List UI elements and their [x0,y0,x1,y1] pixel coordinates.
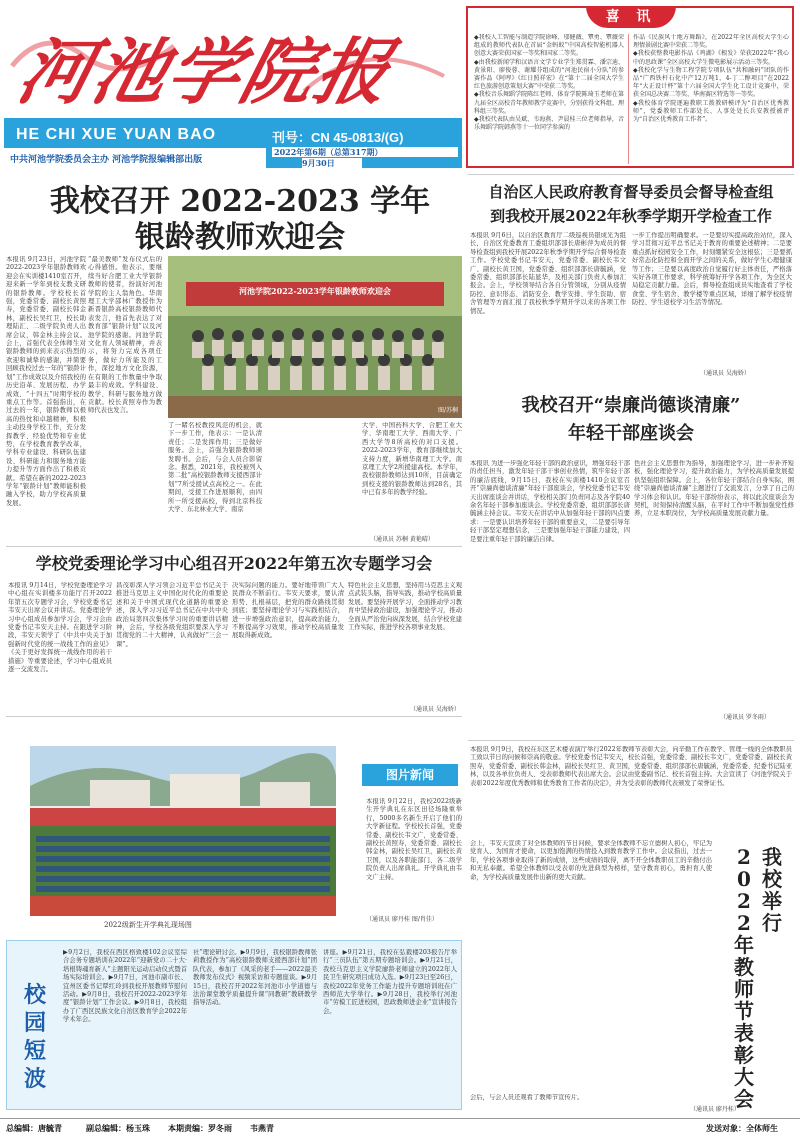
article5-headline-char: 2 [737,889,751,913]
footer-bar [0,1118,800,1138]
article3-signature: （通讯员 罗冬雨） [720,714,770,721]
article5-headline-char: 彰 [734,1043,754,1067]
article5-headline-char: 节 [734,999,754,1023]
news-flash-label: 喜 讯 [586,6,676,28]
article1-headline-line1: 我校召开 2022-2023 学年 [49,184,431,219]
divider [468,174,794,175]
article2-headline [470,180,792,228]
cn-number: 刊号：CN 45-0813/(G) [272,130,404,145]
photo-credit: 图/苏桐 [437,407,458,414]
article1-col3b [266,422,360,532]
footer-editor: 本期责编：罗冬雨 [168,1123,232,1133]
article3-headline-line2: 年轻干部座谈会 [568,423,694,444]
article4-col2: 昌茂彰深入学习领会习近平总书记关于推进马克思主义中国化时代化的重要论述和关于中国式现代化道路的重要论述，深入学习习近平总书记在中共中央政治局第四次集体学习时的重要讲话精神，会后，学校各级党组织要深入学习贯彻党的二十大精神，认真做好“三会一课”。 [116,582,228,648]
news-flash-item: 作品《民族风十地方舞蹈》，在2022年全区高校大学生心理情景剧比赛中荣获二等奖。 [633,34,789,50]
article5-headline-char: 举 [762,889,782,913]
article2-headline-line2: 到我校开展2022年秋季学期开学检查工作 [490,207,772,225]
article1-headline [30,184,450,256]
news-flash-item: ◆我校音乐舞蹈学院陈红老师、体育学院陈琦玉老师在第九届全区高校青年教师教学竞赛中，分别获得文科组、理科组三等奖。 [474,91,624,115]
article2-col1: 本报讯 9月6日，以自治区教育厅二级巡视员银成光为组长，自治区党委教育工委组织部部长唐彬萍为成员的督导检查组到我校开展2022年秋季学期开学综合督导检查工作。学校党委书记韦安天，党委常委、副校长韦文广、副校长黄卫国，党委常委、组织部部长唐毓涵，党委常委、组织部部长陆显华，及相关部门负责人参加汇报会。会上，学校领导结合各自分管领域，分别从疫情防控、意识形态、消防安全、教学安排、学生资助、宿舍管理等方面汇报了我校秋季学期开学以来的各项工作情况。 [470,232,626,315]
news-flash-item: ◆由我校新闻学和汉语言文学专业学生郑贯霖、潘宗迪、黄景阳、廖俊蓉、谢耀芬组成的“河池民宿小分队”的参赛作品《阿哼》《红日照祥宏》在“第十二届全国大学生红色旅游创意策划大赛”中荣获二等奖。 [474,58,624,91]
campus-brief-label [15,981,55,1093]
issue-number: 2022年第6期（总第317期） [272,147,458,157]
campus-brief-col3: 讲座。▶9月21日，我校在弘毅楼203报告厅举行“三员队伍”第五期专题培训会。▶9月21日，我校马克思主义学院廖龄老师建立的2022年人民卫生研究项目成功入选。▶9月23日至26日，我校2022年党务工作能力提升专题培训班在广西师范大学举行。▶9月28日，我校举行河池市“劳模工匠进校园，思政教师进企业”宣讲报告会。 [323,949,457,1015]
photo-news-text: 本报讯 9月22日，我校2022级新生开学典礼在东区田径场隆重举行，5000多名新生开启了他们的大学新征程。学校校长首强，党委常委、副校长韦文广，党委常委、副校长黄照寿，党委常委、副校长韩金林，副校长吴红卫，副校长黄卫国，以及各职能部门、各二级学院负责人出席典礼。开学典礼由韦文广主持。 [366,798,462,881]
news-flash-divider [628,34,629,164]
masthead-title: 河池学院报 [10,29,402,114]
article2-headline-line1: 自治区人民政府教育督导委员会督导检查组 [488,183,774,201]
photo-news-caption: 2022级新生开学典礼现场图 [104,921,192,929]
news-flash-item: ◆我校代表队由吴斌、韦海燕、尹晨桂三位老师指导，音乐舞蹈学院韩燕等十一位同学参演的 [474,116,624,132]
footer-deputy-editor: 副总编辑：杨玉珠 [86,1123,150,1133]
article5-headline-char: 行 [762,911,782,935]
article1-col2: “最美教师”发布仪式后的心得感悟。他表示，要继续当好合肥工业大学银龄教师的使者，扮演好河池学院的主人翁角色。华南理工大学邵林广教授作为新晋银龄高校银龄教师代表发言，他首先表达了对教育部“银龄计划”以及河池学院的感谢。河池学院文化育人领域精神，并表示，将努力完成各项任务，做好力所能及的工作，深挖地方文化资源，在有限的工作数量中争取最丰的成效。学科建设、教学、科研与服务地方做贡献。校长黄照寿作为教师代表也发言。 [88,256,162,415]
news-flash-item: ◆我校化学与生物工程学院专项队伍“共和融码”团队的作品“广西铁杆石化中产12万吨1，4-丁二醇项目”在2022年“大正设计杯”第十六届全国大学生化工设计竞赛中，荣获全国总决赛二等奖、华南赛区特选等一等奖。 [633,66,789,99]
article4-signature: （通讯员 吴海娇） [410,706,460,713]
article1-signature: （通讯员 苏桐 黄艳晴） [370,536,434,543]
sponsor-line: 中共河池学院委员会主办 河池学院报编辑部出版 [4,148,266,168]
article5-headline-char: 0 [737,867,751,891]
article5-headline-char: 我 [762,845,782,869]
article3-headline-line1: 我校召开“崇廉尚德谈清廉” [521,395,741,416]
footer-chief-editor: 总编辑：唐毓青 [6,1123,62,1133]
article5-headline-char: 大 [734,1065,754,1089]
article2-signature: （通讯员 吴海娇） [700,370,750,377]
footer-distribution: 发送对象：全体师生 [706,1123,778,1133]
masthead-info-bar [4,118,462,168]
article5-col3: 会后，与会人员还观看了教师节宣传片。 [470,1094,584,1101]
photo-banner-text: 河池学院2022-2023学年银龄教师欢迎会 [239,286,391,296]
news-flash-item: ◆我校体育学院逐遍教职工拨教研模评为“自治区优秀教师”，党委教师工作部处长、人事处处长兵安教授被评为“自治区优秀教育工作者”。 [633,99,789,124]
article5-headline-char: 师 [734,977,754,1001]
article5-headline-char: 2 [737,845,751,869]
article5-col2: 会上，韦安天宣读了对全体教师的节日问候，要求全体教师不忘立德树人初心，牢记为党育人、为国育才使命，以更加饱满的热情投入到教育教学工作中。会议指出，过去一年，学校各项事业取得了新的成绩，这些成绩的取得，离不开全体教职员工的辛勤付出和无私奉献。希望全体教师以受表彰的先进典型为榜样，坚守教育初心，勇担育人使命，为学校高质量发展作出新的更大贡献。 [470,840,712,881]
article1-col4: 大学、中国药科大学、合肥工业大学、华南理工大学、西南大学、广西大学等8所高校的对口支援。2022-2023学年，教育部继续加大支持力度，新增华南理工大学。南京理工大学2所援建高校。本学年，我校银龄教师达到10所，目前确定到校支援的银龄教师达到28名，其中已有多年的教学经验。 [362,422,462,497]
campus-brief-label-line2: 短波 [23,1038,46,1092]
article1-col1: 本报讯 9月23日，河池学院2022-2023学年银龄教师欢迎会在实训楼1410室召开，迎来新一学年到校支教支研的银龄教师。学校校长首强，党委常委、副校长黄照寿，党委常委、副校长韩金林，副校长吴红卫，校长助理陆汇、二级学院负责人出席会议，韩金林主持会议。会上，首强代表全体师生对银龄教师的到来表示热烈的欢迎和诚挚的感谢，并简要回顾我校过去一年的“银龄计划”工作成效以及介绍我校的历史沿革、发展历程、办学成效、“十四五”时期学校的重点工作等。首强指出，在过去的一年，银龄教师以极高的热忱和卓越精神，积极主动投身学校工作，充分发挥教学、经验优势和专业优势，在学校教育教学改革，学科专业建设、科研队伍建设、科研能力和服务地方能力提升等方面作出了积极贡献。希望在新的2022-2023学年“银龄计划”教师能积极融入学校，助力学校高质量发展。 [6,256,86,507]
article5-headline-char: 2 [737,911,751,935]
news-flash-item: ◆我校获整教电影作品《鸡湖》《根发》荣获2022年“我心中的思政课”全区高校大学生微电影展示活动三等奖。 [633,50,789,66]
article3-col1: 本报讯 为进一步强化年轻干部的政治意识，增强年轻干部的责任担当，激发年轻干部干事创业热情，筑牢年轻干部的廉洁底线，9月15日，我校在实训楼1410会议室召开“崇廉尚德谈清廉”年轻干部座谈会，学校党委书记韦安天出席座谈会并讲话，学校相关部门负责同志及各学院40余名年轻干部参加座谈会。学校党委常委、组织部部长唐毓涵主持会议。韦安天在讲话中从加强年轻干部的四点要求：一是要认识培养年轻干部的重要意义，二是要引导年轻干部坚定理想信念，三是要加强年轻干部能力建设，四是要注重年轻干部的廉洁自律。 [470,460,630,543]
divider [6,546,462,547]
divider [6,716,462,717]
article5-col1: 本报讯 9月9日，我校在东区艺术楼表演厅举行2022年教师节表彰大会，向辛勤工作在教学、管理一线的全体教职员工致以节日的问候和崇高的敬意。学校党委书记韦安天，校长首强，党委常委、副校长韦文广，党委常委、副校长黄照寿，党委常委、副校长韩金林，副校长吴红卫、黄卫国，党委常委、组织部部长唐毓涵，党委常委、纪委书记陆亚林，以及各单位负责人、受表彰教师代表出席大会。会议由党委副书记、校长首强主持。大会宣读了《河池学院关于表彰2022年度优秀教师和优秀教育工作者的决定》，并为受表彰的教师代表颁发了荣誉证书。 [470,746,792,787]
masthead-pinyin: HE CHI XUE YUAN BAO [16,126,217,143]
campus-brief-col1: ▶9月2日，我校在西区格致楼102会议室综合会务专题培训在2022年“迎新党の二十大·培根铸魂育新人”主题阳光运动启动仪式暨首场实际培训会。▶9月7日，河池市副市长、宜州区委书记覃红玲到我校开展教师节慰问活动。▶9月8日，我校召开2022-2023学年度“银龄计划”工作会议。▶9月8日，我校组办了广西区民族文化自治区教育学会2022年学术年会。 [63,949,187,1024]
article1-col2-cont [88,420,162,556]
article4-col3: 决实际问题的能力。要好地带领广大人民群众不断前行。韦安天要求，要认清形势、扎根基层，把党的群众路线贯彻到底；要坚持理论学习与实践相结合，进一步增强政治意识，提高政治能力，不断提高学习效果，推动学校高质量发展取得新成效。 [232,582,344,640]
group-photo-illustration [168,256,462,418]
news-flash-item: ◆我校人工智能与制造学院徐峰、邬健薇、覃勇、覃薇荣组成的教师代表队在首届“金蚂蚁”中国高校智能机器人创意大赛荣获国家一等奖和国家二等奖。 [474,34,624,58]
masthead-logo [4,6,462,116]
opening-ceremony-illustration [30,746,336,916]
article1-group-photo [168,256,462,418]
photo-news-label: 图片新闻 [362,764,458,786]
article5-headline-char: 表 [734,1021,754,1045]
article4-headline: 学校党委理论学习中心组召开2022年第五次专题学习会 [35,554,433,573]
article4-col4: 特色社会主义思想，坚持用马克思主义观点武装头脑，指导实践，推动学校高质量发展。要坚持开展学习，全面推动学习教育中坚持政治建设，加强理论学习，推动全面从严治党向纵深发展，结合学校党建工作实际，推进学校各项事业发展。 [348,582,462,632]
article2-col2: 一步工作提出明确要求。一是要切实提高政治站位，深入学习贯彻习近平总书记关于教育的重要论述精神；二是要重点抓好校园安全工作，时刻绷紧安全这根弦；三是要抓好常态化防控和全面开学之间的关系，做好学生心理健康等工作；三是要以高度政治自觉履行好主体责任，严格落实好各项工作要求，科学统筹好开学各项工作，为全区大局稳定贡献力量。会后，督导检查组成员实地查看了学校食堂、学生宿舍、教学楼等重点区域，详细了解学校疫情防控、学生返校学习生活等情况。 [632,232,792,307]
campus-brief-col2: 社”理论研讨会。▶9月9日，我校银龄教师张莉教授作为“高校银龄教师支援西部计划”团队代表，参加了《风采的老手——2022最美教师发布仪式》视频采访和专题座谈。▶9月15日，我校召开2022年河池市小学道德与法治课堂教学质量提升课“同教研”教研教学指导活动。 [193,949,317,1007]
campus-brief-box [6,940,462,1110]
footer-layout: 韦燕青 [250,1123,274,1133]
article5-signature: （通讯员 廖丹桂） [690,1106,740,1113]
issue-date: 9月30日 [302,158,362,168]
article5-headline-char: 校 [762,867,782,891]
article3-col2: 色社会主义思想作为指导，加强理论学习，进一步补齐短板，强化理论学习，提升政治能力，为学校高质量发展提供坚强组织保障。会上，各位年轻干部结合自身实际，围绕“崇廉尚德谈清廉”主题进行了交流发言，分享了自己的学习体会和认识。年轻干部纷纷表示，将以此次座谈会为契机，时刻保持清醒头脑，在平时工作中不断加强党性修养，立足本职岗位，为学校高质量发展贡献力量。 [634,460,794,518]
photo-news-image [30,746,336,916]
news-flash-box [466,6,794,168]
article5-headline-char: 年 [734,933,754,957]
article5-headline-char: 教 [734,955,754,979]
divider [468,740,794,741]
article3-headline [470,392,792,448]
article4-col1: 本报讯 9月14日，学校党委理论学习中心组在实训楼多功能厅召开2022年第五次专题学习会，学校党委书记韦安天出席会议并讲话。党委理论学习中心组成员参加学习会，学习会由党委书记韦安天主持。在跟进学习阶段，韦安天领学了《中共中央关于加强新时代党的统一战线工作的意见》《关于更好发挥统一战线作用的若干措施》等重要论述，学习中心组成员逐一交流发言。 [8,582,112,674]
photo-news-signature: （通讯员 廖丹桂 图/肖佳） [366,916,438,923]
article5-headline-char: 会 [734,1087,754,1111]
campus-brief-label-line1: 校园 [23,982,46,1036]
article1-headline-line2: 银龄教师欢迎会 [135,220,345,255]
article1-col3: 了一睹名校教授风范的机会，就下一步工作，他表示：一是认清责任；二是发挥作用；三是做好服务。会上，首强为银龄教师颁发聘书。会后，与会人员合影留念。据悉，2021年，我校被列入第二批“高校银龄教师支援西部计划”7所受援试点高校之一。在此期间，受援工作进展顺利，由四所一所受援高校，得到北京科技大学、东北林业大学、南京 [168,422,262,514]
